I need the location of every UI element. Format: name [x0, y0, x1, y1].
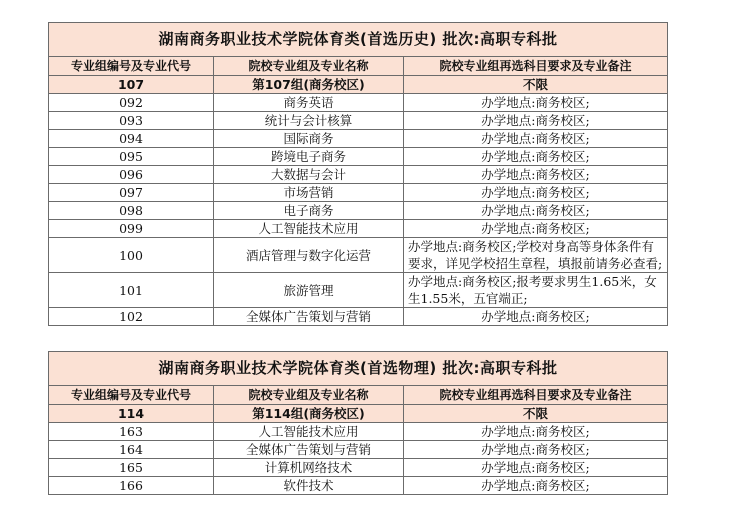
- header-name: 院校专业组及专业名称: [214, 57, 404, 76]
- group-code: 114: [49, 405, 214, 423]
- admission-table-history: [48, 22, 668, 326]
- header-note: 院校专业组再选科目要求及专业备注: [404, 386, 668, 405]
- major-name: 人工智能技术应用: [214, 423, 404, 441]
- major-name: 全媒体广告策划与营销: [214, 308, 404, 326]
- major-code: 100: [49, 238, 214, 273]
- major-name: 统计与会计核算: [214, 112, 404, 130]
- table-row: [49, 423, 668, 441]
- major-note: 办学地点:商务校区;: [404, 202, 668, 220]
- group-requirement: 不限: [404, 405, 668, 423]
- major-code: 166: [49, 477, 214, 495]
- major-note: 办学地点:商务校区;: [404, 130, 668, 148]
- major-code: 163: [49, 423, 214, 441]
- major-code: 102: [49, 308, 214, 326]
- table-row: [49, 112, 668, 130]
- major-code: 098: [49, 202, 214, 220]
- major-name: 跨境电子商务: [214, 148, 404, 166]
- table-row: [49, 166, 668, 184]
- major-code: 099: [49, 220, 214, 238]
- header-name: 院校专业组及专业名称: [214, 386, 404, 405]
- major-note: 办学地点:商务校区;: [404, 308, 668, 326]
- table-row: [49, 238, 668, 273]
- table-title-row: [49, 23, 668, 57]
- header-code: 专业组编号及专业代号: [49, 57, 214, 76]
- admission-table-physics: [48, 351, 668, 495]
- major-name: 计算机网络技术: [214, 459, 404, 477]
- group-row: [49, 405, 668, 423]
- major-name: 全媒体广告策划与营销: [214, 441, 404, 459]
- major-code: 165: [49, 459, 214, 477]
- major-note: 办学地点:商务校区;: [404, 459, 668, 477]
- major-name: 电子商务: [214, 202, 404, 220]
- table-row: [49, 184, 668, 202]
- table-row: [49, 308, 668, 326]
- table-row: [49, 94, 668, 112]
- major-note: 办学地点:商务校区;: [404, 166, 668, 184]
- table-row: [49, 441, 668, 459]
- group-requirement: 不限: [404, 76, 668, 94]
- major-code: 092: [49, 94, 214, 112]
- header-row: [49, 57, 668, 76]
- table-title-row: [49, 352, 668, 386]
- table-row: [49, 202, 668, 220]
- group-name: 第107组(商务校区): [214, 76, 404, 94]
- major-code: 164: [49, 441, 214, 459]
- major-code: 097: [49, 184, 214, 202]
- table-title: 湖南商务职业技术学院体育类(首选物理) 批次:高职专科批: [49, 352, 668, 386]
- major-note: 办学地点:商务校区;学校对身高等身体条件有要求，详见学校招生章程，填报前请务必查看;: [404, 238, 668, 273]
- major-name: 软件技术: [214, 477, 404, 495]
- major-code: 096: [49, 166, 214, 184]
- header-row: [49, 386, 668, 405]
- header-code: 专业组编号及专业代号: [49, 386, 214, 405]
- group-code: 107: [49, 76, 214, 94]
- major-note: 办学地点:商务校区;: [404, 477, 668, 495]
- major-note: 办学地点:商务校区;: [404, 112, 668, 130]
- major-code: 094: [49, 130, 214, 148]
- major-name: 酒店管理与数字化运营: [214, 238, 404, 273]
- major-note: 办学地点:商务校区;: [404, 94, 668, 112]
- table-row: [49, 477, 668, 495]
- header-note: 院校专业组再选科目要求及专业备注: [404, 57, 668, 76]
- major-note: 办学地点:商务校区;: [404, 184, 668, 202]
- major-name: 人工智能技术应用: [214, 220, 404, 238]
- table-row: [49, 148, 668, 166]
- major-name: 市场营销: [214, 184, 404, 202]
- table-row: [49, 220, 668, 238]
- major-note: 办学地点:商务校区;报考要求男生1.65米，女生1.55米，五官端正;: [404, 273, 668, 308]
- major-code: 101: [49, 273, 214, 308]
- major-name: 商务英语: [214, 94, 404, 112]
- table-row: [49, 273, 668, 308]
- major-name: 旅游管理: [214, 273, 404, 308]
- major-code: 093: [49, 112, 214, 130]
- major-note: 办学地点:商务校区;: [404, 220, 668, 238]
- major-note: 办学地点:商务校区;: [404, 441, 668, 459]
- major-note: 办学地点:商务校区;: [404, 148, 668, 166]
- group-name: 第114组(商务校区): [214, 405, 404, 423]
- major-name: 国际商务: [214, 130, 404, 148]
- table-title: 湖南商务职业技术学院体育类(首选历史) 批次:高职专科批: [49, 23, 668, 57]
- major-name: 大数据与会计: [214, 166, 404, 184]
- table-row: [49, 130, 668, 148]
- major-note: 办学地点:商务校区;: [404, 423, 668, 441]
- major-code: 095: [49, 148, 214, 166]
- table-row: [49, 459, 668, 477]
- group-row: [49, 76, 668, 94]
